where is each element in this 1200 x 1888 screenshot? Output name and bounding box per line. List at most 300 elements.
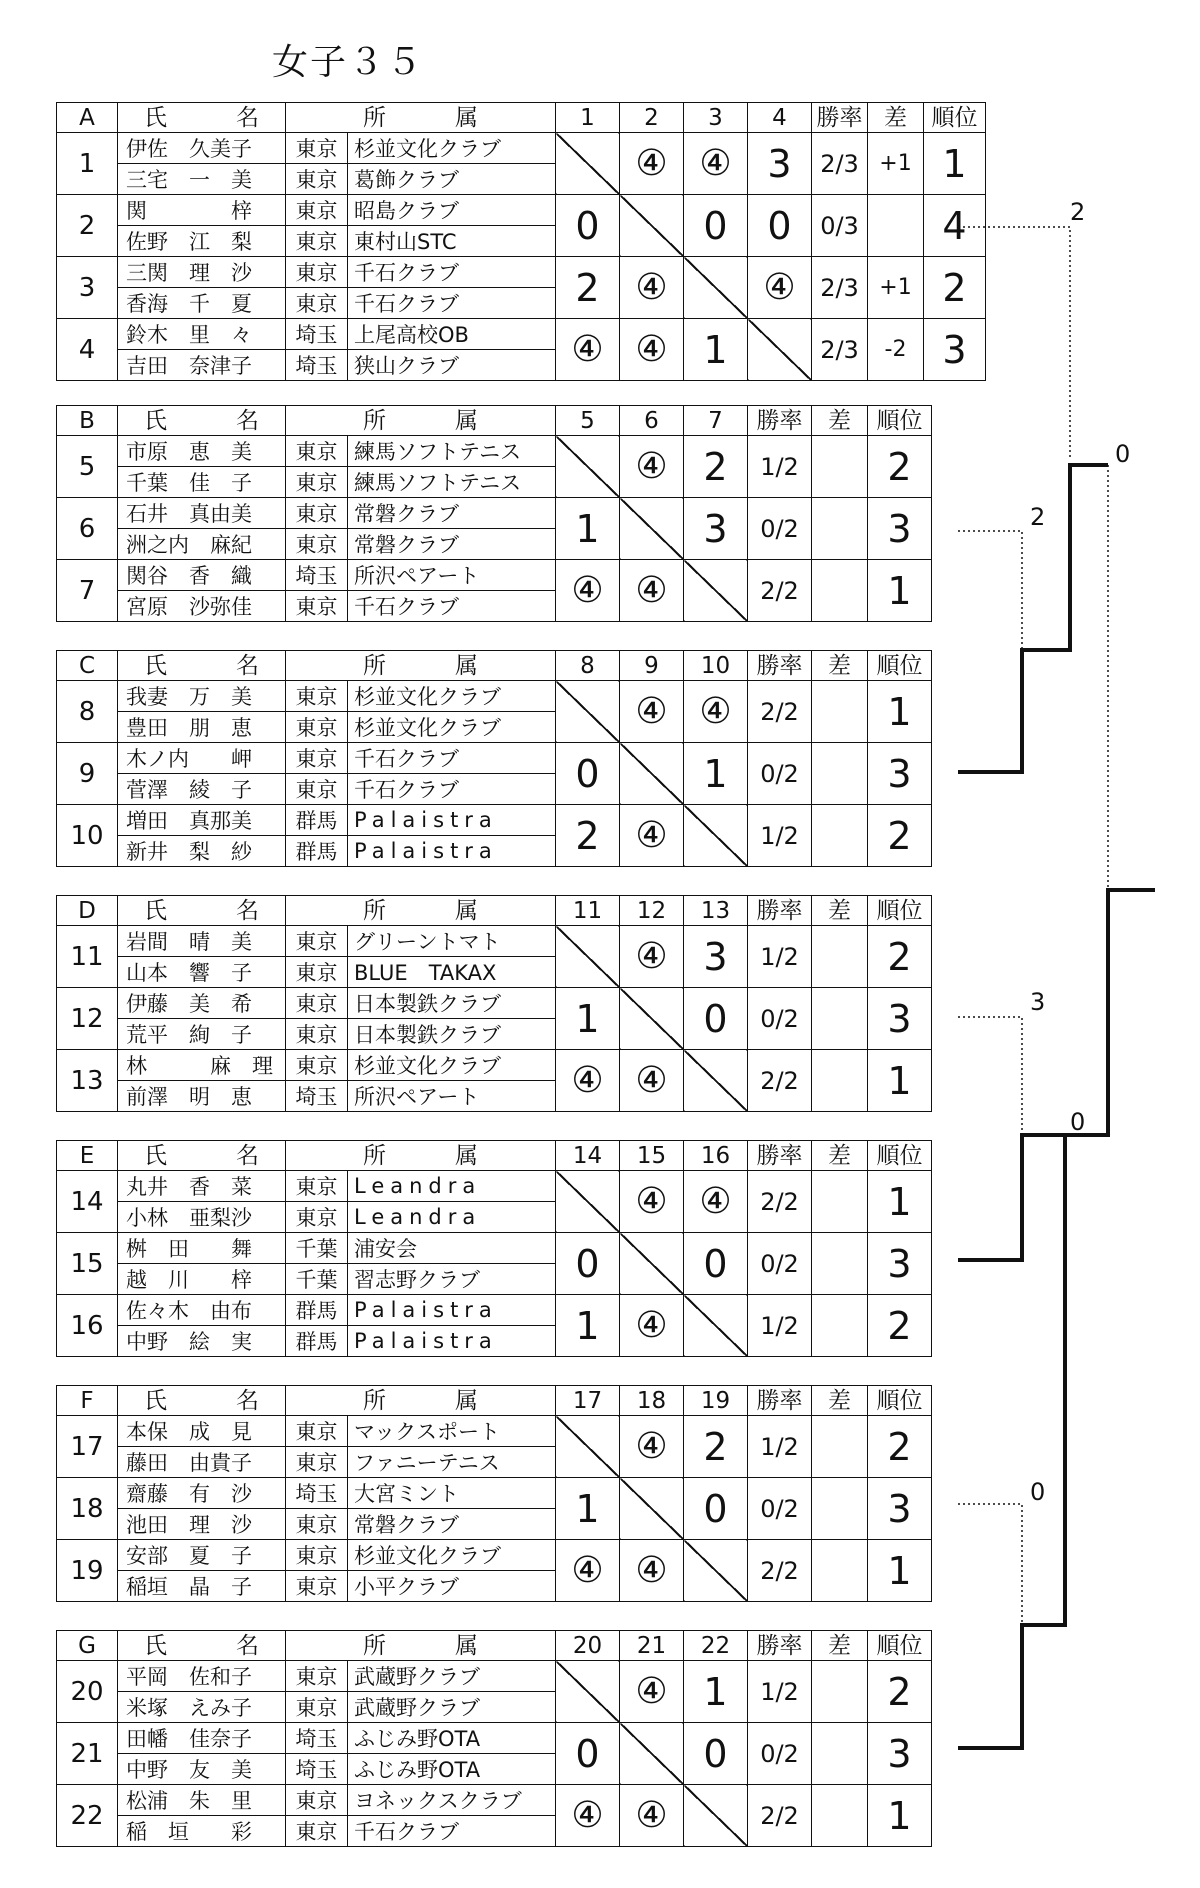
player-prefecture: 東京 [286,195,348,226]
player-name: 佐々木 由布 [118,1295,286,1326]
rank: 2 [868,926,932,988]
header-col-9: 9 [620,651,684,681]
player-prefecture: 東京 [286,712,348,743]
header-diff: 差 [812,1386,868,1416]
player-prefecture: 埼玉 [286,319,348,350]
match-score: ④ [620,1171,684,1233]
player-name: 荒平 絢 子 [118,1019,286,1050]
player-club: Leandra [348,1202,556,1233]
win-rate: 2/3 [812,133,868,195]
player-name: 市原 恵 美 [118,436,286,467]
match-score: 2 [556,805,620,867]
match-score: ④ [620,1295,684,1357]
player-club: 大宮ミント [348,1478,556,1509]
header-col-11: 11 [556,896,620,926]
header-col-15: 15 [620,1141,684,1171]
match-score: ④ [620,1050,684,1112]
header-col-20: 20 [556,1631,620,1661]
header-col-13: 13 [684,896,748,926]
player-club: Palaistra [348,805,556,836]
player-name: 石井 真由美 [118,498,286,529]
match-score: ④ [620,257,684,319]
player-club: 浦安会 [348,1233,556,1264]
rank: 3 [868,1233,932,1295]
header-club: 所 属 [286,103,556,133]
player-prefecture: 千葉 [286,1264,348,1295]
header-col-8: 8 [556,651,620,681]
player-club: グリーントマト [348,926,556,957]
header-rank: 順位 [868,651,932,681]
player-number: 14 [57,1171,118,1233]
match-score: 1 [556,1295,620,1357]
win-rate: 2/2 [748,1050,812,1112]
player-club: 千石クラブ [348,743,556,774]
player-name: 佐野 江 梨 [118,226,286,257]
rank: 3 [868,1723,932,1785]
player-club: 杉並文化クラブ [348,1540,556,1571]
player-number: 10 [57,805,118,867]
player-name: 洲之内 麻紀 [118,529,286,560]
player-prefecture: 群馬 [286,1326,348,1357]
match-score: 1 [556,988,620,1050]
player-club: 日本製鉄クラブ [348,988,556,1019]
bracket-score-de-final: 0 [1070,1108,1086,1136]
win-rate: 2/2 [748,1171,812,1233]
player-prefecture: 東京 [286,257,348,288]
player-prefecture: 群馬 [286,805,348,836]
win-rate: 1/2 [748,1661,812,1723]
difference: -2 [868,319,924,381]
header-col-1: 1 [556,103,620,133]
header-col-7: 7 [684,406,748,436]
header-col-16: 16 [684,1141,748,1171]
player-name: 関谷 香 織 [118,560,286,591]
win-rate: 1/2 [748,1295,812,1357]
header-club: 所 属 [286,651,556,681]
match-score: 2 [684,1416,748,1478]
match-score: 1 [556,1478,620,1540]
match-score: ④ [620,1416,684,1478]
player-name: 小林 亜梨沙 [118,1202,286,1233]
player-prefecture: 東京 [286,1171,348,1202]
player-name: 新井 梨 紗 [118,836,286,867]
match-score: ④ [620,1540,684,1602]
player-number: 20 [57,1661,118,1723]
player-name: 山本 響 子 [118,957,286,988]
player-number: 15 [57,1233,118,1295]
player-prefecture: 千葉 [286,1233,348,1264]
player-name: 菅澤 綾 子 [118,774,286,805]
player-prefecture: 東京 [286,1416,348,1447]
player-prefecture: 東京 [286,1447,348,1478]
player-prefecture: 東京 [286,1540,348,1571]
win-rate: 0/2 [748,743,812,805]
player-name: 三関 理 沙 [118,257,286,288]
player-name: 松浦 朱 里 [118,1785,286,1816]
player-club: 杉並文化クラブ [348,1050,556,1081]
header-rank: 順位 [868,896,932,926]
group-letter: F [57,1386,118,1416]
player-number: 18 [57,1478,118,1540]
player-prefecture: 東京 [286,988,348,1019]
difference: +1 [868,257,924,319]
player-prefecture: 東京 [286,226,348,257]
page-title: 女子３５ [272,42,425,83]
win-rate: 2/2 [748,1540,812,1602]
player-club: ヨネックスクラブ [348,1785,556,1816]
player-name: 関 梓 [118,195,286,226]
player-number: 4 [57,319,118,381]
match-score: 3 [684,498,748,560]
win-rate: 2/2 [748,560,812,622]
player-name: 我妻 万 美 [118,681,286,712]
match-score: 0 [684,1478,748,1540]
rank: 3 [868,498,932,560]
match-score: ④ [556,560,620,622]
player-number: 11 [57,926,118,988]
bracket-score-d12: 3 [1030,988,1046,1016]
header-club: 所 属 [286,1631,556,1661]
header-rate: 勝率 [748,1386,812,1416]
player-prefecture: 東京 [286,1785,348,1816]
player-prefecture: 東京 [286,436,348,467]
player-name: 中野 友 美 [118,1754,286,1785]
rank: 3 [868,743,932,805]
player-number: 22 [57,1785,118,1847]
header-name: 氏 名 [118,1631,286,1661]
player-club: 千石クラブ [348,774,556,805]
bracket-score-top-final: 0 [1115,440,1131,468]
group-letter: G [57,1631,118,1661]
player-club: 狭山クラブ [348,350,556,381]
player-name: 池田 理 沙 [118,1509,286,1540]
match-score: 1 [556,498,620,560]
player-name: 増田 真那美 [118,805,286,836]
header-name: 氏 名 [118,1386,286,1416]
bracket-line-e15 [958,1135,1065,1260]
player-name: 稲垣 晶 子 [118,1571,286,1602]
match-score: 2 [684,436,748,498]
header-rate: 勝率 [748,1141,812,1171]
rank: 4 [924,195,986,257]
player-name: 田幡 佳奈子 [118,1723,286,1754]
win-rate: 1/2 [748,805,812,867]
player-club: 練馬ソフトテニス [348,436,556,467]
header-name: 氏 名 [118,896,286,926]
header-col-10: 10 [684,651,748,681]
match-score: ④ [620,1661,684,1723]
win-rate: 2/2 [748,681,812,743]
match-score: 0 [684,195,748,257]
player-name: 岩間 晴 美 [118,926,286,957]
rank: 1 [868,1540,932,1602]
player-club: Palaistra [348,1326,556,1357]
player-prefecture: 東京 [286,1816,348,1847]
header-club: 所 属 [286,896,556,926]
player-name: 稲 垣 彩 [118,1816,286,1847]
player-name: 桝 田 舞 [118,1233,286,1264]
player-name: 米塚 えみ子 [118,1692,286,1723]
match-score: 0 [556,1233,620,1295]
player-number: 16 [57,1295,118,1357]
player-prefecture: 埼玉 [286,1081,348,1112]
player-club: 千石クラブ [348,288,556,319]
player-club: ふじみ野OTA [348,1723,556,1754]
group-letter: B [57,406,118,436]
rank: 3 [924,319,986,381]
header-rate: 勝率 [812,103,868,133]
player-club: ふじみ野OTA [348,1754,556,1785]
player-prefecture: 東京 [286,591,348,622]
header-diff: 差 [812,1631,868,1661]
match-score: ④ [684,681,748,743]
player-prefecture: 群馬 [286,1295,348,1326]
rank: 2 [868,1416,932,1478]
match-score: ④ [556,1540,620,1602]
player-prefecture: 東京 [286,957,348,988]
player-club: 杉並文化クラブ [348,712,556,743]
player-prefecture: 東京 [286,1692,348,1723]
header-col-18: 18 [620,1386,684,1416]
group-letter: C [57,651,118,681]
player-club: 千石クラブ [348,591,556,622]
player-name: 中野 絵 実 [118,1326,286,1357]
player-prefecture: 東京 [286,681,348,712]
player-club: 練馬ソフトテニス [348,467,556,498]
header-diff: 差 [812,1141,868,1171]
player-club: 所沢ペアート [348,1081,556,1112]
match-score: 0 [684,1233,748,1295]
win-rate: 2/3 [812,319,868,381]
match-score: 0 [684,988,748,1050]
header-name: 氏 名 [118,103,286,133]
win-rate: 0/2 [748,988,812,1050]
win-rate: 1/2 [748,1416,812,1478]
header-col-17: 17 [556,1386,620,1416]
match-score: ④ [620,926,684,988]
bracket-score-f18: 0 [1030,1478,1046,1506]
player-name: 平岡 佐和子 [118,1661,286,1692]
header-name: 氏 名 [118,651,286,681]
player-prefecture: 埼玉 [286,1478,348,1509]
player-number: 17 [57,1416,118,1478]
win-rate: 1/2 [748,436,812,498]
win-rate: 2/2 [748,1785,812,1847]
player-club: 杉並文化クラブ [348,681,556,712]
match-score: ④ [748,257,812,319]
player-club: Palaistra [348,1295,556,1326]
player-club: 杉並文化クラブ [348,133,556,164]
bracket-line-g21 [958,1135,1065,1748]
header-col-5: 5 [556,406,620,436]
header-diff: 差 [812,896,868,926]
player-number: 21 [57,1723,118,1785]
header-col-6: 6 [620,406,684,436]
group-letter: E [57,1141,118,1171]
rank: 1 [868,1050,932,1112]
player-prefecture: 東京 [286,529,348,560]
rank: 2 [868,1295,932,1357]
header-rate: 勝率 [748,896,812,926]
match-score: 1 [684,1661,748,1723]
header-diff: 差 [812,406,868,436]
player-prefecture: 東京 [286,467,348,498]
player-club: 昭島クラブ [348,195,556,226]
player-prefecture: 東京 [286,774,348,805]
player-club: 常磐クラブ [348,1509,556,1540]
match-score: 2 [556,257,620,319]
player-club: 千石クラブ [348,257,556,288]
rank: 1 [868,1171,932,1233]
win-rate: 0/2 [748,1723,812,1785]
header-rate: 勝率 [748,1631,812,1661]
player-prefecture: 群馬 [286,836,348,867]
player-number: 5 [57,436,118,498]
player-club: 習志野クラブ [348,1264,556,1295]
match-score: ④ [620,319,684,381]
player-name: 伊藤 美 希 [118,988,286,1019]
player-club: 所沢ペアート [348,560,556,591]
header-col-12: 12 [620,896,684,926]
player-club: BLUE TAKAX [348,957,556,988]
header-rank: 順位 [868,1386,932,1416]
bracket-score-a2: 2 [1070,198,1086,226]
match-score: ④ [620,436,684,498]
bracket-line-f18 [958,1504,1022,1625]
player-number: 13 [57,1050,118,1112]
match-score: 0 [556,1723,620,1785]
bracket-line-a2 [958,227,1070,460]
player-club: 武蔵野クラブ [348,1692,556,1723]
rank: 3 [868,1478,932,1540]
bracket-line-b6 [958,531,1022,650]
group-letter: A [57,103,118,133]
player-name: 木ノ内 岬 [118,743,286,774]
player-prefecture: 埼玉 [286,1754,348,1785]
header-rank: 順位 [868,406,932,436]
rank: 3 [868,988,932,1050]
match-score: ④ [620,681,684,743]
player-club: 小平クラブ [348,1571,556,1602]
player-name: 越 川 梓 [118,1264,286,1295]
match-score: ④ [556,1785,620,1847]
player-number: 1 [57,133,118,195]
player-name: 本保 成 見 [118,1416,286,1447]
rank: 2 [868,805,932,867]
player-prefecture: 東京 [286,1661,348,1692]
win-rate: 1/2 [748,926,812,988]
header-club: 所 属 [286,1386,556,1416]
player-number: 6 [57,498,118,560]
player-prefecture: 東京 [286,1019,348,1050]
player-prefecture: 東京 [286,1571,348,1602]
player-prefecture: 東京 [286,1202,348,1233]
header-diff: 差 [812,651,868,681]
match-score: ④ [620,1785,684,1847]
win-rate: 2/3 [812,257,868,319]
header-col-14: 14 [556,1141,620,1171]
player-prefecture: 東京 [286,288,348,319]
player-prefecture: 埼玉 [286,1723,348,1754]
player-name: 千葉 佳 子 [118,467,286,498]
rank: 2 [924,257,986,319]
player-prefecture: 東京 [286,926,348,957]
match-score: ④ [684,133,748,195]
match-score: 3 [684,926,748,988]
player-prefecture: 東京 [286,743,348,774]
rank: 2 [868,436,932,498]
difference: +1 [868,133,924,195]
match-score: ④ [620,133,684,195]
player-number: 2 [57,195,118,257]
header-col-4: 4 [748,103,812,133]
match-score: 3 [748,133,812,195]
header-col-19: 19 [684,1386,748,1416]
win-rate: 0/2 [748,1233,812,1295]
player-number: 9 [57,743,118,805]
header-col-3: 3 [684,103,748,133]
match-score: 0 [748,195,812,257]
header-col-21: 21 [620,1631,684,1661]
match-score: 0 [684,1723,748,1785]
player-club: 上尾高校OB [348,319,556,350]
player-club: 東村山STC [348,226,556,257]
player-name: 齋藤 有 沙 [118,1478,286,1509]
player-club: 常磐クラブ [348,498,556,529]
match-score: ④ [620,560,684,622]
player-number: 12 [57,988,118,1050]
player-number: 8 [57,681,118,743]
match-score: ④ [620,805,684,867]
player-prefecture: 東京 [286,1050,348,1081]
player-prefecture: 東京 [286,164,348,195]
player-name: 前澤 明 恵 [118,1081,286,1112]
player-club: 常磐クラブ [348,529,556,560]
win-rate: 0/2 [748,1478,812,1540]
player-club: Leandra [348,1171,556,1202]
player-number: 7 [57,560,118,622]
header-diff: 差 [868,103,924,133]
player-club: Palaistra [348,836,556,867]
player-name: 林 麻 理 [118,1050,286,1081]
header-rate: 勝率 [748,406,812,436]
match-score: 1 [684,319,748,381]
player-prefecture: 東京 [286,133,348,164]
rank: 1 [868,1785,932,1847]
player-name: 三宅 一 美 [118,164,286,195]
group-letter: D [57,896,118,926]
header-rank: 順位 [868,1141,932,1171]
player-club: マックスポート [348,1416,556,1447]
bracket-line-de-final [1065,890,1155,1135]
header-rank: 順位 [868,1631,932,1661]
rank: 2 [868,1661,932,1723]
player-name: 香海 千 夏 [118,288,286,319]
header-club: 所 属 [286,1141,556,1171]
header-club: 所 属 [286,406,556,436]
match-score: 0 [556,195,620,257]
match-score: 1 [684,743,748,805]
player-club: 千石クラブ [348,1816,556,1847]
player-name: 安部 夏 子 [118,1540,286,1571]
player-club: ファニーテニス [348,1447,556,1478]
player-name: 伊佐 久美子 [118,133,286,164]
player-name: 吉田 奈津子 [118,350,286,381]
header-rank: 順位 [924,103,986,133]
header-rate: 勝率 [748,651,812,681]
player-number: 3 [57,257,118,319]
player-name: 丸井 香 菜 [118,1171,286,1202]
